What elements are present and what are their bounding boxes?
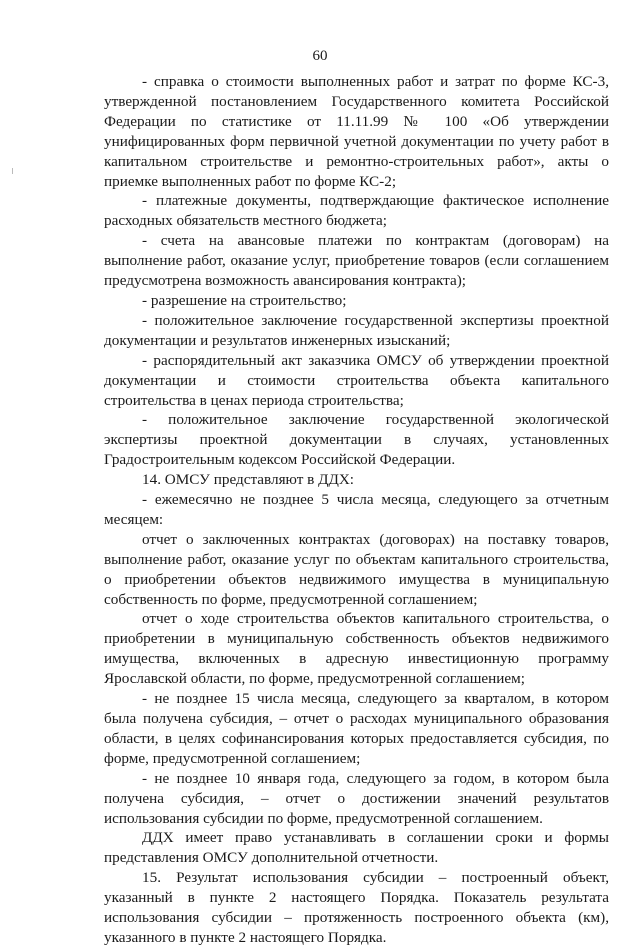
paragraph-quarterly-report: - не позднее 15 числа месяца, следующего за кварталом, в котором была получена субсидия, – отчет о расходах муниципального образования области, в целях софинансирования которых предоставляется субсидия, по форме, предусмотренной соглашением; [104, 690, 609, 767]
paragraph-construction-progress-report: отчет о ходе строительства объектов капитального строительства, о приобретении в муниципальную собственность объектов недвижимого имущества, включенных в адресную инвестиционную программу Ярославской области, по форме, предусмотренной соглашением; [104, 610, 609, 688]
paragraph-customer-act: - распорядительный акт заказчика ОМСУ об утверждении проектной документации и стоимости строительства объекта капитального строительства в ценах периода строительства; [104, 351, 609, 409]
paragraph-ddh-right: ДДХ имеет право устанавливать в соглашении сроки и формы представления ОМСУ дополнительной отчетности. [104, 829, 609, 867]
paragraph-monthly-deadline: - ежемесячно не позднее 5 числа месяца, следующего за отчетным месяцем: [104, 491, 609, 528]
paragraph-ecological-expertise: - положительное заключение государственной экологической экспертизы проектной документации в случаях, установленных Градостроительным кодексом Российской Федерации. [104, 411, 609, 469]
paragraph-section-14-heading: 14. ОМСУ представляют в ДДХ: [142, 471, 355, 489]
scan-margin-mark [12, 168, 13, 174]
page-number: 60 [312, 48, 328, 64]
paragraph-advance-invoices: - счета на авансовые платежи по контрактам (договорам) на выполнение работ, оказание услуг, приобретение товаров (если соглашением предусмотрена возможность авансирования контракта); [104, 232, 609, 290]
paragraph-ks3-certificate: - справка о стоимости выполненных работ и затрат по форме КС-3, утвержденной постановлением Государственного комитета Российской Федерации по статистике от 11.11.99 № 100 «Об утверждении унифицированных форм первичной учетной документации по учету работ в капитальном строительстве и ремонтно-строительных работ», акты о приемке выполненных работ по форме КС-2; [104, 73, 609, 190]
paragraph-contracts-report: отчет о заключенных контрактах (договорах) на поставку товаров, выполнение работ, оказание услуг по объектам капитального строительства, о приобретении объектов недвижимого имущества в муниципальную собственность по форме, предусмотренной соглашением; [104, 530, 609, 608]
paragraph-construction-permit: - разрешение на строительство; [142, 291, 347, 309]
paragraph-annual-report: - не позднее 10 января года, следующего за годом, в котором была получена субсидия, – отчет о достижении значений результатов использования субсидии по форме, предусмотренной соглашением. [104, 769, 609, 827]
document-body [104, 72, 609, 948]
paragraph-section-15: 15. Результат использования субсидии – построенный объект, указанный в пункте 2 настоящего Порядка. Показатель результата использования субсидии – протяженность построенного объекта (км), указанного в пункте 2 настоящего Порядка. [104, 869, 609, 946]
paragraph-payment-documents: - платежные документы, подтверждающие фактическое исполнение расходных обязательств местного бюджета; [104, 192, 609, 230]
paragraph-state-expertise: - положительное заключение государственной экспертизы проектной документации и результатов инженерных изысканий; [104, 311, 609, 349]
